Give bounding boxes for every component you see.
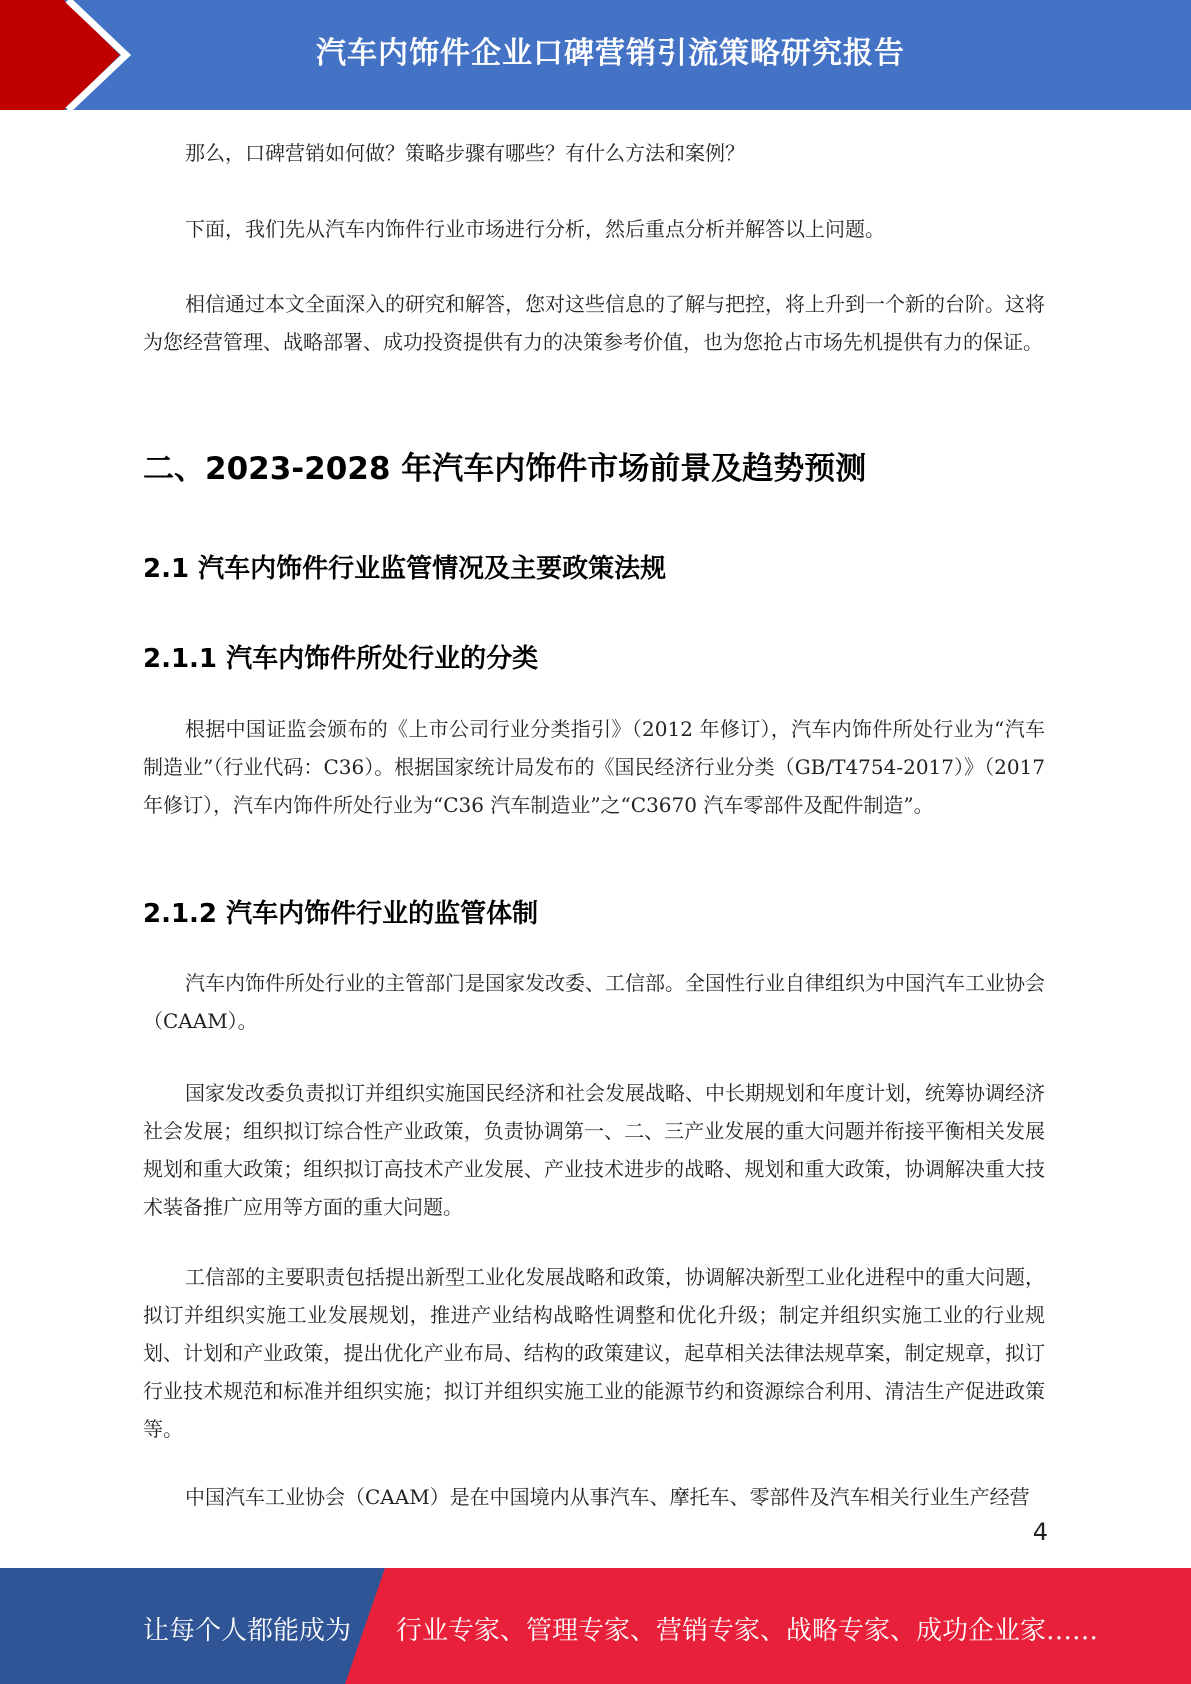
page-footer [0, 1568, 1191, 1684]
paragraph: 相信通过本文全面深入的研究和解答，您对这些信息的了解与把控，将上升到一个新的台阶。这将为您经营管理、战略部署、成功投资提供有力的决策参考价值，也为您抢占市场先机提供有力的保证。 [143, 292, 1045, 354]
paragraph: 那么，口碑营销如何做？策略步骤有哪些？有什么方法和案例？ [185, 141, 745, 165]
paragraph: 工信部的主要职责包括提出新型工业化发展战略和政策，协调解决新型工业化进程中的重大问题，拟订并组织实施工业发展规划，推进产业结构战略性调整和优化升级；制定并组织实施工业的行业规划、计划和产业政策，提出优化产业布局、结构的政策建议，起草相关法律法规草案，制定规章，拟订行业技术规范和标准并组织实施；拟订并组织实施工业的能源节约和资源综合利用、清洁生产促进政策等。 [143, 1265, 1045, 1441]
subsection-heading: 2.1.2 汽车内饰件行业的监管体制 [143, 899, 539, 929]
page-number: 4 [1032, 1518, 1048, 1546]
report-title: 汽车内饰件企业口碑营销引流策略研究报告 [316, 36, 905, 71]
subsection-heading: 2.1.1 汽车内饰件所处行业的分类 [143, 644, 539, 674]
footer-slogan-left: 让每个人都能成为 [143, 1616, 352, 1646]
paragraph: 国家发改委负责拟订并组织实施国民经济和社会发展战略、中长期规划和年度计划，统筹协调经济社会发展；组织拟订综合性产业政策，负责协调第一、二、三产业发展的重大问题并衔接平衡相关发展规划和重大政策；组织拟订高技术产业发展、产业技术进步的战略、规划和重大政策，协调解决重大技术装备推广应用等方面的重大问题。 [143, 1081, 1045, 1219]
paragraph: 根据中国证监会颁布的《上市公司行业分类指引》（2012 年修订），汽车内饰件所处行业为“汽车制造业”（行业代码：C36）。根据国家统计局发布的《国民经济行业分类（GB/T4754-2017）》（2017 年修订），汽车内饰件所处行业为“C36 汽车制造业”之“C3670 汽车零部件及配件制造”。 [143, 717, 1045, 817]
footer-slogan-right: 行业专家、管理专家、营销专家、战略专家、成功企业家…… [396, 1616, 1099, 1646]
paragraph: 中国汽车工业协会（CAAM）是在中国境内从事汽车、摩托车、零部件及汽车相关行业生产经营 [185, 1485, 1030, 1509]
subsection-heading: 2.1 汽车内饰件行业监管情况及主要政策法规 [143, 554, 667, 584]
paragraph: 下面，我们先从汽车内饰件行业市场进行分析，然后重点分析并解答以上问题。 [185, 217, 885, 241]
paragraph: 汽车内饰件所处行业的主管部门是国家发改委、工信部。全国性行业自律组织为中国汽车工业协会（CAAM）。 [143, 971, 1045, 1033]
page-header [0, 0, 1191, 110]
section-heading: 二、2023-2028 年汽车内饰件市场前景及趋势预测 [143, 451, 867, 487]
